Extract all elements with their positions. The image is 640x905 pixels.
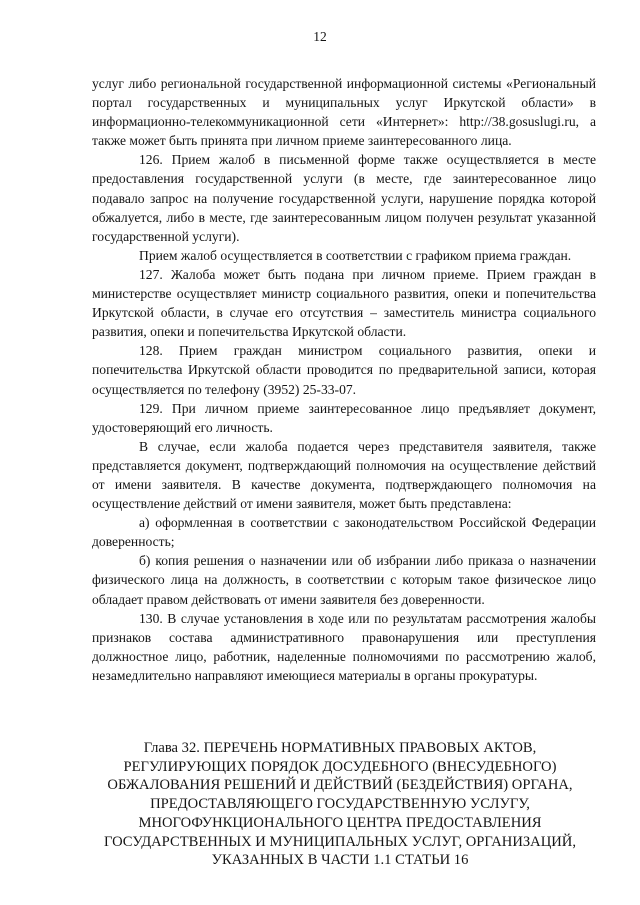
chapter-heading-line: Глава 32. ПЕРЕЧЕНЬ НОРМАТИВНЫХ ПРАВОВЫХ АКТОВ, — [143, 740, 537, 756]
list-item-b: б) копия решения о назначении или об избрании либо приказа о назначении физического лица на должность, в соответствии с которым такое физическое лицо обладает правом действовать от имени заявителя без доверенности. — [92, 553, 596, 607]
paragraph-126-schedule: Прием жалоб осуществляется в соответствии с графиком приема граждан. — [139, 247, 572, 263]
chapter-heading-line: МНОГОФУНКЦИОНАЛЬНОГО ЦЕНТРА ПРЕДОСТАВЛЕНИЯ — [138, 814, 542, 831]
paragraph-continuation: услуг либо региональной государственной информационной системы «Региональный портал государственных и муниципальных услуг Иркутской области» в информационно-телекоммуникационной сети «Интернет»: http://38.gosuslugi.ru, а также может быть принята при личном приеме заинтересованного лица. — [92, 76, 596, 149]
paragraph-130: 130. В случае установления в ходе или по результатам рассмотрения жалобы признаков состава административного правонарушения или преступления должностное лицо, работник, наделенные полномочиями по рассмотрению жалоб, незамедлительно направляют имеющиеся материалы в органы прокуратуры. — [92, 610, 596, 683]
chapter-heading-line: ОБЖАЛОВАНИЯ РЕШЕНИЙ И ДЕЙСТВИЙ (БЕЗДЕЙСТВИЯ) ОРГАНА, — [107, 777, 573, 794]
chapter-heading — [60, 739, 620, 870]
chapter-heading-line: РЕГУЛИРУЮЩИХ ПОРЯДОК ДОСУДЕБНОГО (ВНЕСУДЕБНОГО) — [123, 758, 557, 775]
paragraph-129-representative: В случае, если жалоба подается через представителя заявителя, также представляется документ, подтверждающий полномочия на осуществление действий от имени заявителя. В качестве документа, подтверждающего полномочия на осуществление действий от имени заявителя, может быть представлена: — [92, 438, 596, 512]
list-item-a: а) оформленная в соответствии с законодательством Российской Федерации доверенность; — [92, 515, 596, 550]
paragraph-128: 128. Прием граждан министром социального развития, опеки и попечительства Иркутской области проводится по предварительной записи, которая осуществляется по телефону (3952) 25-33-07. — [92, 343, 596, 397]
chapter-heading-line: УКАЗАННЫХ В ЧАСТИ 1.1 СТАТЬИ 16 — [211, 852, 469, 869]
document-body — [92, 74, 596, 685]
chapter-heading-line: ГОСУДАРСТВЕННЫХ И МУНИЦИПАЛЬНЫХ УСЛУГ, ОРГАНИЗАЦИЙ, — [104, 833, 576, 850]
page-number: 12 — [313, 29, 327, 44]
paragraph-129: 129. При личном приеме заинтересованное лицо предъявляет документ, удостоверяющий его личность. — [92, 400, 596, 435]
paragraph-127: 127. Жалоба может быть подана при личном приеме. Прием граждан в министерстве осуществляет министр социального развития, опеки и попечительства Иркутской области, в случае его отсутствия – заместитель министра социального развития, опеки и попечительства Иркутской области. — [92, 266, 596, 340]
paragraph-126: 126. Прием жалоб в письменной форме также осуществляется в месте предоставления государственной услуги (в месте, где заинтересованное лицо подавало запрос на получение государственной услуги, нарушение порядка которой обжалуется, либо в месте, где заинтересованным лицом получен результат указанной государственной услуги). — [92, 152, 596, 244]
chapter-heading-line: ПРЕДОСТАВЛЯЮЩЕГО ГОСУДАРСТВЕННУЮ УСЛУГУ, — [150, 796, 530, 813]
